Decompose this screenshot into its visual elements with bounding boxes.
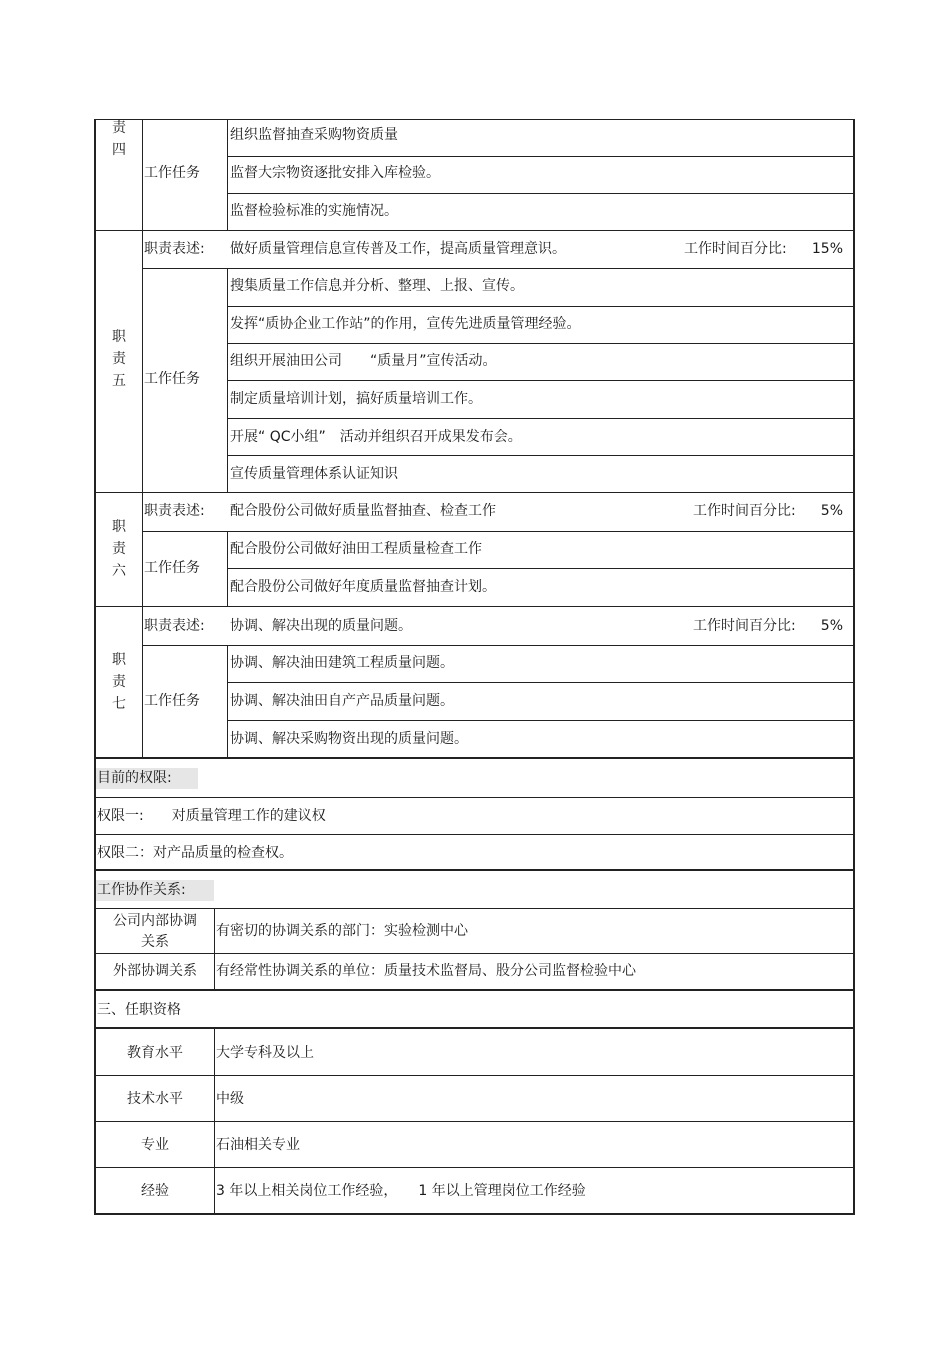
duty-five-task-2: 发挥“质协企业工作站”的作用，宣传先进质量管理经验。: [230, 316, 581, 332]
duty-seven-task-3: 协调、解决采购物资出现的质量问题。: [230, 731, 468, 747]
duty-five-task-4: 制定质量培训计划，搞好质量培训工作。: [230, 391, 482, 407]
duty-five-desc-label: 职责表述:: [144, 241, 205, 257]
duty-seven-label-3: 七: [112, 696, 126, 712]
duty-five-label-2: 责: [112, 351, 126, 367]
duty-four-label-1: 责: [112, 120, 126, 136]
authority-block: [94, 759, 855, 871]
duty-five-label-3: 五: [112, 373, 126, 389]
technical-level-label: 技术水平: [127, 1091, 183, 1107]
duty-five-task-1: 搜集质量工作信息并分析、整理、上报、宣传。: [230, 278, 524, 294]
duty-six-pct-label: 工作时间百分比:: [693, 503, 796, 519]
duty-seven-label-1: 职: [112, 652, 126, 668]
major-value: 石油相关专业: [216, 1137, 300, 1153]
duty-four-tasks-label: 工作任务: [144, 165, 200, 181]
duty-six-tasks-label: 工作任务: [144, 560, 200, 576]
duty-six-label-2: 责: [112, 541, 126, 557]
relations-block: [94, 871, 855, 991]
internal-relations-label-2: 关系: [141, 934, 169, 950]
duty-seven-label-2: 责: [112, 674, 126, 690]
duty-seven-task-1: 协调、解决油田建筑工程质量问题。: [230, 655, 454, 671]
duty-seven-desc-label: 职责表述:: [144, 618, 205, 634]
duty-four-label-2: 四: [112, 142, 126, 158]
duty-seven-desc: 协调、解决出现的质量问题。: [230, 618, 412, 634]
internal-relations-label-1: 公司内部协调: [113, 913, 197, 929]
duty-six-task-2: 配合股份公司做好年度质量监督抽查计划。: [230, 579, 496, 595]
job-description-document: [94, 119, 855, 1215]
duty-six-block: [94, 493, 855, 607]
duty-six-desc-label: 职责表述:: [144, 503, 205, 519]
authority-item-1: 权限一: 对质量管理工作的建议权: [97, 808, 326, 824]
duty-five-task-5: 开展“ QC小组” 活动并组织召开成果发布会。: [230, 429, 522, 445]
external-relations-label: 外部协调关系: [113, 963, 197, 979]
duty-seven-task-2: 协调、解决油田自产产品质量问题。: [230, 693, 454, 709]
duty-five-task-6: 宣传质量管理体系认证知识: [230, 466, 398, 482]
duty-four-task-3: 监督检验标准的实施情况。: [230, 203, 398, 219]
duty-six-task-1: 配合股份公司做好油田工程质量检查工作: [230, 541, 482, 557]
external-relations-value: 有经常性协调关系的单位：质量技术监督局、股分公司监督检验中心: [216, 963, 636, 979]
duty-five-pct: 15%: [811, 241, 843, 257]
authority-item-2: 权限二：对产品质量的检查权。: [97, 845, 293, 861]
duty-four-task-2: 监督大宗物资逐批安排入库检验。: [230, 165, 440, 181]
duty-six-desc: 配合股份公司做好质量监督抽查、检查工作: [230, 503, 496, 519]
duty-seven-block: [94, 607, 855, 759]
education-label: 教育水平: [127, 1045, 183, 1061]
major-label: 专业: [141, 1137, 169, 1153]
duty-five-pct-label: 工作时间百分比:: [684, 241, 787, 257]
authority-heading: 目前的权限:: [97, 770, 172, 786]
duty-five-tasks-label: 工作任务: [144, 371, 200, 387]
duty-seven-pct: 5%: [820, 618, 843, 634]
duty-six-pct: 5%: [820, 503, 843, 519]
duty-five-label-1: 职: [112, 329, 126, 345]
duty-five-task-3: 组织开展油田公司 “质量月”宣传活动。: [230, 353, 497, 369]
experience-label: 经验: [141, 1183, 169, 1199]
duty-seven-pct-label: 工作时间百分比:: [693, 618, 796, 634]
internal-relations-value: 有密切的协调关系的部门：实验检测中心: [216, 923, 468, 939]
duty-four-task-1: 组织监督抽查采购物资质量: [230, 127, 398, 143]
duty-six-label-1: 职: [112, 519, 126, 535]
duty-five-desc: 做好质量管理信息宣传普及工作，提高质量管理意识。: [230, 241, 566, 257]
technical-level-value: 中级: [216, 1091, 244, 1107]
duty-seven-tasks-label: 工作任务: [144, 693, 200, 709]
experience-value: 3 年以上相关岗位工作经验， 1 年以上管理岗位工作经验: [216, 1183, 586, 1199]
qualifications-heading: 三、任职资格: [97, 1002, 181, 1018]
duty-four-block: [94, 119, 855, 231]
relations-heading: 工作协作关系:: [97, 882, 186, 898]
duty-six-label-3: 六: [112, 563, 126, 579]
duty-five-block: [94, 231, 855, 493]
qualifications-block: [94, 991, 855, 1215]
education-value: 大学专科及以上: [216, 1045, 314, 1061]
